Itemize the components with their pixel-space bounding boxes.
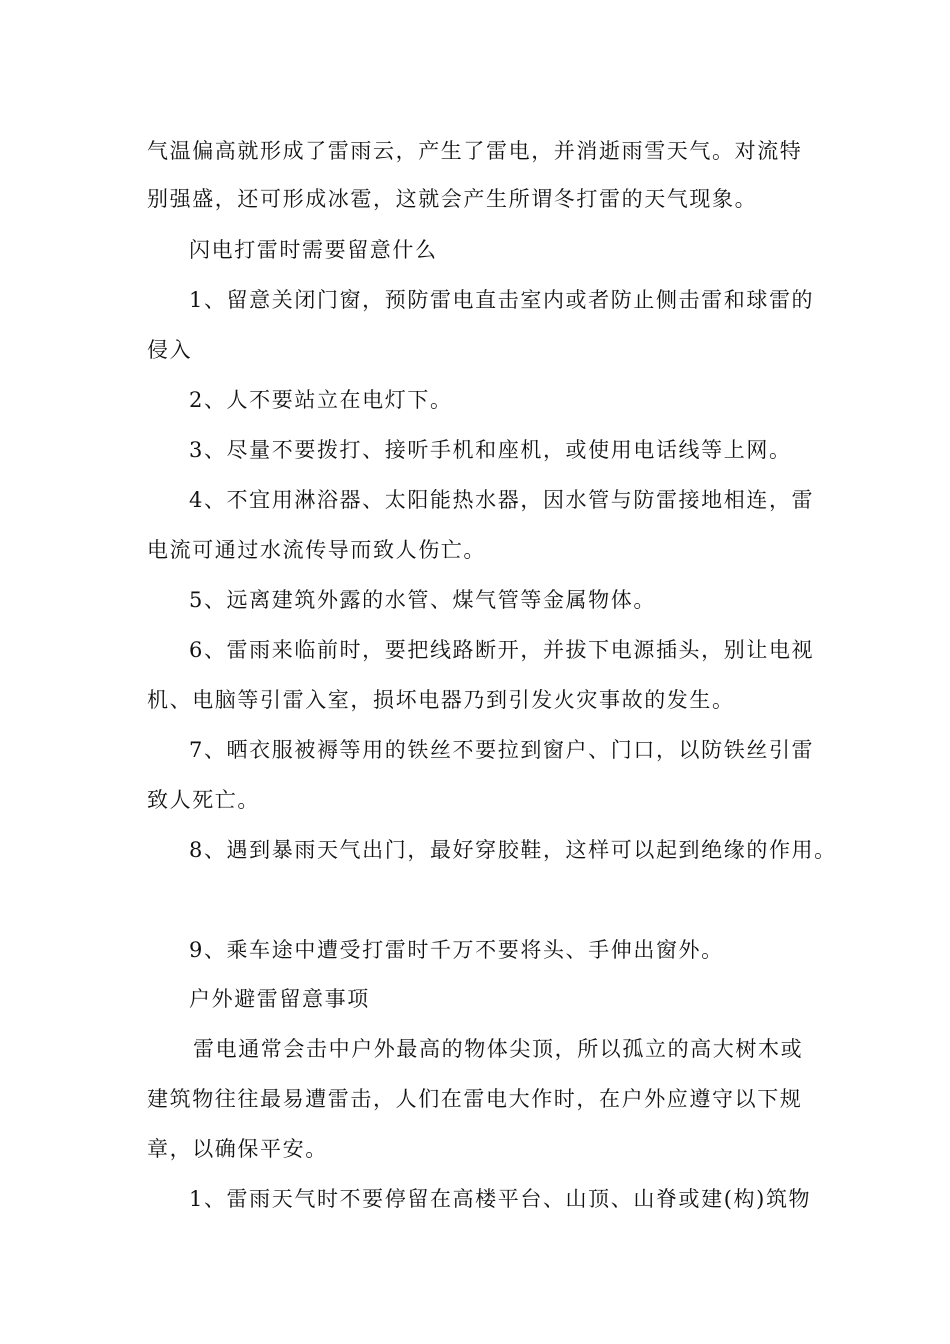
list-item-line: 电流可通过水流传导而致人伤亡。 <box>147 538 486 562</box>
paragraph-line: 别强盛，还可形成冰雹，这就会产生所谓冬打雷的天气现象。 <box>147 187 758 211</box>
list-item-line: 4、不宜用淋浴器、太阳能热水器，因水管与防雷接地相连，雷 <box>189 488 815 512</box>
paragraph-line: 气温偏高就形成了雷雨云，产生了雷电，并消逝雨雪天气。对流特 <box>147 139 803 163</box>
list-item-line: 机、电脑等引雷入室，损坏电器乃到引发火灾事故的发生。 <box>147 688 735 712</box>
list-item-line: 7、晒衣服被褥等用的铁丝不要拉到窗户、门口，以防铁丝引雷 <box>189 738 815 762</box>
list-item-line: 侵入 <box>147 338 193 362</box>
list-item-line: 1、雷雨天气时不要停留在高楼平台、山顶、山脊或建(构)筑物 <box>189 1187 812 1211</box>
list-item-line: 8、遇到暴雨天气出门，最好穿胶鞋，这样可以起到绝缘的作用。 <box>189 838 837 862</box>
list-item-line: 6、雷雨来临前时，要把线路断开，并拔下电源插头，别让电视 <box>189 638 815 662</box>
section-heading: 闪电打雷时需要留意什么 <box>189 238 438 262</box>
list-item-line: 9、乘车途中遭受打雷时千万不要将头、手伸出窗外。 <box>189 938 724 962</box>
list-item-line: 2、人不要站立在电灯下。 <box>189 388 453 412</box>
list-item-line: 3、尽量不要拨打、接听手机和座机，或使用电话线等上网。 <box>189 438 792 462</box>
paragraph-line: 雷电通常会击中户外最高的物体尖顶，所以孤立的高大树木或 <box>193 1037 804 1061</box>
section-heading: 户外避雷留意事项 <box>189 987 370 1011</box>
paragraph-line: 建筑物往往最易遭雷击，人们在雷电大作时，在户外应遵守以下规 <box>147 1087 803 1111</box>
list-item-line: 1、留意关闭门窗，预防雷电直击室内或者防止侧击雷和球雷的 <box>189 288 815 312</box>
paragraph-line: 章，以确保平安。 <box>147 1137 328 1161</box>
list-item-line: 5、远离建筑外露的水管、煤气管等金属物体。 <box>189 588 656 612</box>
list-item-line: 致人死亡。 <box>147 788 260 812</box>
